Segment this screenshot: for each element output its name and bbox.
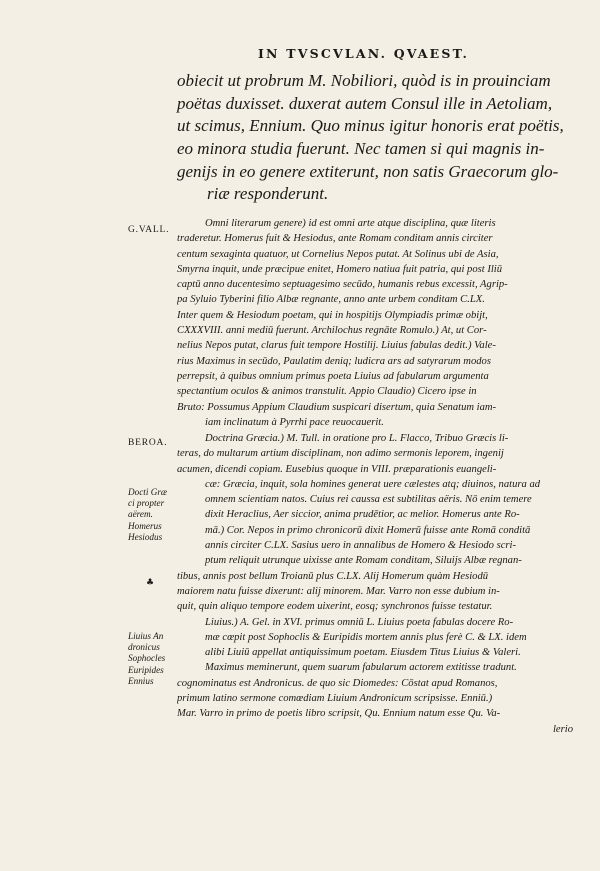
commentary-line: dixit Heraclius, Aer siccior, anima prudētior, ac melior. Homerus ante Ro-: [205, 509, 520, 521]
commentary-gvall: [177, 216, 573, 430]
commentary-line: Maximus meminerunt, quem suarum fabularum actorem extitisse tradunt.: [205, 662, 517, 674]
main-text-line: riæ responderunt.: [207, 184, 329, 204]
sidenote-beroa: BEROA.: [128, 438, 168, 448]
marginal-mark: ♣: [146, 578, 155, 588]
main-text-line: eo minora studia fuerunt. Nec tamen si qui magnis in-: [177, 139, 545, 159]
commentary-line: Smyrna inquit, unde præcipue enitet, Homero natiua fuit patria, qui post Iliū: [177, 263, 503, 275]
commentary-line: mā.) Cor. Nepos in primo chronicorū dixit Homerū fuisse ante Romā conditā: [205, 524, 531, 536]
commentary-line: pa Syluio Tyberini filio Albæ regnante, anno ante urbem conditam C.LX.: [177, 294, 485, 306]
catchword: lerio: [552, 723, 573, 735]
commentary-line: rius Maximus in secūdo, Paulatim deniq; ludicra ars ad satyrarum modos: [177, 355, 491, 367]
commentary-line: Inter quem & Hesiodum poetam, qui in hospitijs Olympiadis primæ obijt,: [177, 309, 488, 321]
commentary-line: annis circiter C.LX. Sasius uero in annalibus de Homero & Hesiodo scri-: [205, 540, 517, 552]
commentary-line: tibus, annis post bellum Troianū plus C.LX. Alij Homerum quàm Hesiodū: [177, 570, 489, 582]
commentary-line: omnem scientiam natos. Cuius rei caussa est subtilitas aëris. Nō enim temere: [205, 494, 532, 506]
sidenote-line: Ennius: [128, 675, 154, 686]
sidenote-line: aërem.: [128, 509, 153, 520]
sidenote-line: dronicus: [128, 642, 160, 653]
commentary-line: Liuius.) A. Gel. in XVI. primus omniū L. Liuius poeta fabulas docere Ro-: [205, 616, 514, 628]
sidenote-gvall: G.VALL.: [128, 225, 170, 235]
commentary-line: alibi Liuiū appellat antiquissimum poetam. Eiusdem Titus Liuius & Valeri.: [205, 647, 521, 659]
sidenote-line: Euripides: [128, 664, 164, 675]
sidenote-line: Docti Græ: [128, 487, 168, 497]
commentary-line: mæ cœpit post Sophoclis & Euripidis mortem annis plus ferè C. & LX. idem: [205, 631, 527, 643]
commentary-line: Omni literarum genere) id est omni arte atque disciplina, quæ literis: [205, 218, 496, 229]
main-text-line: obiecit ut probrum M. Nobiliori, quòd is in prouinciam: [177, 71, 551, 90]
commentary-line: quit, quin aliquo tempore eodem uixerint, eosq; synchronos fuisse testatur.: [177, 601, 493, 613]
commentary-line: teras, do multarum artium disciplinam, non adimo sermonis leporem, ingenij: [177, 448, 504, 460]
commentary-line: CXXXVIII. anni mediū fuerunt. Archilochus regnāte Romulo.) At, ut Cor-: [177, 325, 487, 337]
commentary-line: iam inclinatum à Pyrrhi pace reuocauerit.: [205, 416, 384, 428]
commentary-line: captū anno ducentesimo septuagesimo secūdo, humanis rebus excessit, Agrip-: [177, 279, 508, 291]
commentary-line: Doctrina Græcia.) M. Tull. in oratione pro L. Flacco, Tribuo Græcis li-: [205, 433, 509, 444]
commentary-line: primum latino sermone comœdiam Liuium Andronicum scripsisse. Enniū.): [177, 693, 493, 705]
commentary-line: traderetur. Homerus fuit & Hesiodus, ante Romam conditam annis circiter: [177, 233, 493, 245]
main-text: [177, 70, 573, 206]
commentary-line: nelius Nepos putat, clarus fuit tempore Hostilij. Liuius fabulas dedit.) Vale-: [177, 340, 496, 352]
commentary-line: centum sexaginta quatuor, ut Cornelius Nepos putat. At Solinus ubi de Asia,: [177, 248, 499, 260]
sidenote-line: ci propter: [128, 498, 165, 509]
commentary-beroa: [177, 431, 573, 737]
commentary-line: spectantium oculos & animos transtulit. Appio Claudio) Cicero ipse in: [177, 386, 477, 398]
commentary-line: perrepsit, à quibus omnium primus poeta Liuius ad fabularum argumenta: [177, 370, 489, 382]
main-text-line: genijs in eo genere extiterunt, non satis Graecorum glo-: [177, 161, 559, 181]
commentary-line: Bruto: Possumus Appium Claudium suspicari disertum, quia Senatum iam-: [177, 401, 497, 413]
commentary-line: cognominatus est Andronicus. de quo sic Diomedes: Cōstat apud Romanos,: [177, 677, 498, 689]
sidenote-line: Liuius An: [128, 631, 164, 641]
sidenote-docti: [128, 487, 167, 543]
main-text-line: ut scimus, Ennium. Quo minus igitur honoris erat poëtis,: [177, 116, 564, 136]
commentary-line: ptum reliquit utrunque uixisse ante Romam conditam, Siluijs Albæ regnan-: [205, 555, 522, 567]
commentary-line: maiorem natu fuisse dixerunt: alij minorem. Mar. Varro non esse dubium in-: [177, 585, 500, 597]
commentary-line: Mar. Varro in primo de poetis libro scripsit, Qu. Ennium natum esse Qu. Va-: [177, 708, 501, 720]
sidenote-line: Sophocles: [128, 653, 166, 664]
sidenote-livius: [128, 631, 165, 687]
commentary-line: cæ: Græcia, inquit, sola homines generat uere cælestes atq; diuinos, natura ad: [205, 478, 541, 490]
commentary-line: acumen, dicendi copiam. Eusebius quoque in VIII. præparationis euangeli-: [177, 463, 497, 475]
sidenote-line: Homerus: [128, 520, 162, 531]
sidenote-line: Hesiodus: [128, 531, 163, 542]
running-header: IN TVSCVLAN. QVAEST.: [258, 46, 470, 61]
main-text-line: poëtas duxisset. duxerat autem Consul ille in Aetoliam,: [177, 93, 553, 113]
